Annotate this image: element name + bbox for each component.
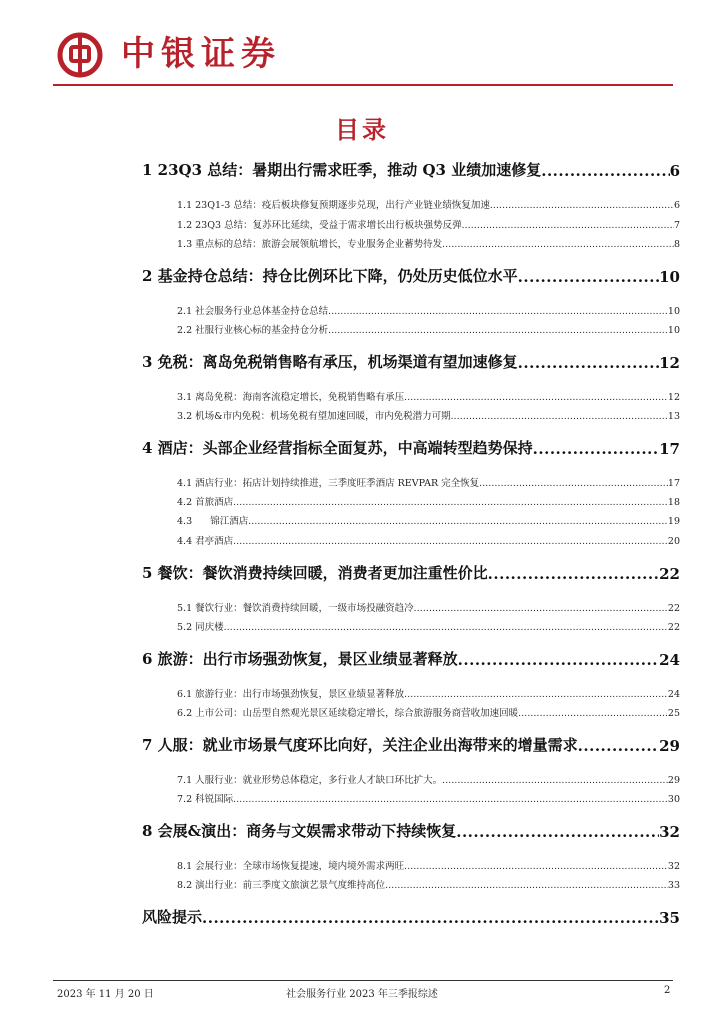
toc-title: 目录	[335, 116, 389, 144]
toc-section-5[interactable]	[142, 563, 680, 583]
toc-page: 18	[667, 497, 680, 508]
toc-page: 6	[673, 200, 680, 211]
toc-leader	[533, 440, 659, 458]
toc-page: 24	[667, 689, 680, 700]
toc-leader	[233, 795, 668, 805]
toc-label: 4.1 酒店行业：拓店计划持续推进，三季度旺季酒店 REVPAR 完全恢复	[177, 478, 480, 489]
toc-page: 33	[667, 880, 680, 891]
brand-name: 中银证券	[121, 34, 281, 74]
footer-divider	[53, 980, 673, 981]
toc-page: 35	[659, 909, 680, 927]
toc-leader	[442, 776, 668, 786]
toc-section-2[interactable]	[142, 266, 680, 286]
toc-page: 6	[669, 162, 680, 180]
toc-label: 3 免税：离岛免税销售略有承压，机场渠道有望加速修复	[142, 353, 518, 371]
toc-item-2-1[interactable]	[177, 303, 680, 317]
toc-leader	[328, 326, 668, 336]
toc-page: 8	[673, 239, 680, 250]
toc-item-1-1[interactable]	[177, 197, 680, 211]
toc-page: 22	[667, 622, 680, 633]
toc-item-1-2[interactable]	[177, 217, 680, 231]
toc-item-7-2[interactable]	[177, 791, 680, 805]
toc-label: 8.1 会展行业：全球市场恢复提速，境内境外需求两旺	[177, 861, 405, 872]
toc-leader	[442, 240, 674, 250]
toc-page: 10	[667, 325, 680, 336]
toc-leader	[541, 162, 669, 180]
toc-leader	[479, 479, 668, 489]
toc-leader	[518, 268, 659, 286]
toc-leader	[404, 690, 668, 700]
toc-item-3-1[interactable]	[177, 389, 680, 403]
toc-section-8[interactable]	[142, 821, 680, 841]
toc-page: 19	[667, 516, 680, 527]
toc-leader	[248, 517, 668, 527]
bank-of-china-logo-icon	[57, 32, 103, 78]
toc-leader	[451, 412, 668, 422]
toc-leader	[490, 201, 674, 211]
toc-leader	[456, 823, 659, 841]
toc-leader	[578, 737, 659, 755]
toc-leader	[518, 709, 668, 719]
toc-leader	[202, 909, 659, 927]
toc-page: 20	[667, 536, 680, 547]
toc-label: 7 人服：就业市场景气度环比向好，关注企业出海带来的增量需求	[142, 736, 578, 754]
toc-label: 2 基金持仓总结：持仓比例环比下降，仍处历史低位水平	[142, 267, 518, 285]
toc-label: 5 餐饮：餐饮消费持续回暖，消费者更加注重性价比	[142, 564, 488, 582]
toc-label: 3.1 离岛免税：海南客流稳定增长，免税销售略有承压	[177, 392, 405, 403]
toc-page: 22	[659, 565, 680, 583]
toc-label: 1.3 重点标的总结：旅游会展领航增长，专业服务企业蓄势待发	[177, 239, 443, 250]
footer-report-title: 社会服务行业 2023 年三季报综述	[286, 989, 438, 1000]
toc-section-6[interactable]	[142, 649, 680, 669]
toc-label: 2.1 社会服务行业总体基金持仓总结	[177, 306, 329, 317]
toc-page: 32	[667, 861, 680, 872]
toc-page: 13	[667, 411, 680, 422]
toc-label: 5.2 同庆楼	[177, 622, 224, 633]
toc-item-6-1[interactable]	[177, 686, 680, 700]
toc-page: 25	[667, 708, 680, 719]
toc-label: 5.1 餐饮行业：餐饮消费持续回暖，一级市场投融资趋冷	[177, 603, 414, 614]
toc-item-5-1[interactable]	[177, 600, 680, 614]
toc-page: 24	[659, 651, 680, 669]
toc-leader	[404, 393, 668, 403]
toc-leader	[328, 307, 668, 317]
footer-date: 2023 年 11 月 20 日	[57, 989, 154, 1000]
toc-leader	[414, 604, 668, 614]
toc-page: 10	[659, 268, 680, 286]
toc-label: 1.1 23Q1-3 总结：疫后板块修复预期逐步兑现，出行产业链业绩恢复加速	[177, 200, 490, 211]
toc-leader	[462, 221, 674, 231]
toc-label: 6.1 旅游行业：出行市场强劲恢复，景区业绩显著释放	[177, 689, 405, 700]
toc-page: 29	[659, 737, 680, 755]
toc-label: 风险提示	[142, 908, 203, 926]
page-header	[53, 30, 673, 80]
toc-item-4-2[interactable]	[177, 494, 680, 508]
toc-leader	[233, 537, 668, 547]
toc-leader	[458, 651, 659, 669]
toc-leader	[385, 881, 668, 891]
toc-section-7[interactable]	[142, 735, 680, 755]
toc-item-4-4[interactable]	[177, 533, 680, 547]
toc-leader	[518, 354, 659, 372]
toc-item-7-1[interactable]	[177, 772, 680, 786]
toc-item-5-2[interactable]	[177, 619, 680, 633]
toc-item-4-3[interactable]	[177, 513, 680, 527]
toc-page: 32	[659, 823, 680, 841]
toc-page: 10	[667, 306, 680, 317]
toc-section-3[interactable]	[142, 352, 680, 372]
toc-section-4[interactable]	[142, 438, 680, 458]
toc-label: 8.2 演出行业：前三季度文旅演艺景气度维持高位	[177, 880, 386, 891]
toc-page: 17	[659, 440, 680, 458]
toc-leader	[404, 862, 668, 872]
toc-label: 6.2 上市公司：山岳型自然观光景区延续稳定增长，综合旅游服务商营收加速回暖	[177, 708, 519, 719]
toc-label: 4 酒店：头部企业经营指标全面复苏，中高端转型趋势保持	[142, 439, 533, 457]
header-divider	[53, 84, 673, 86]
toc-page: 17	[667, 478, 680, 489]
toc-section-1[interactable]	[142, 160, 680, 180]
toc-page: 12	[659, 354, 680, 372]
toc-item-8-2[interactable]	[177, 877, 680, 891]
toc-item-8-1[interactable]	[177, 858, 680, 872]
toc-item-3-2[interactable]	[177, 408, 680, 422]
toc-label: 4.4 君亭酒店	[177, 536, 234, 547]
toc-label: 7.1 人服行业：就业形势总体稳定，多行业人才缺口环比扩大。	[177, 775, 443, 786]
toc-label: 1.2 23Q3 总结：复苏环比延续，受益于需求增长出行板块强势反弹	[177, 220, 462, 231]
toc-label: 3.2 机场&市内免税：机场免税有望加速回暖，市内免税潜力可期	[177, 411, 451, 422]
toc-label: 2.2 社服行业核心标的基金持仓分析	[177, 325, 329, 336]
toc-label: 4.2 首旅酒店	[177, 497, 234, 508]
toc-item-4-1[interactable]	[177, 475, 680, 489]
toc-label: 1 23Q3 总结：暑期出行需求旺季，推动 Q3 业绩加速修复	[142, 161, 542, 179]
toc-leader	[224, 623, 668, 633]
toc-item-1-3[interactable]	[177, 236, 680, 250]
toc-page: 30	[667, 794, 680, 805]
toc-leader	[233, 498, 668, 508]
footer-page-number: 2	[664, 985, 671, 996]
toc-item-2-2[interactable]	[177, 322, 680, 336]
toc-page: 22	[667, 603, 680, 614]
toc-label: 4.3 锦江酒店	[177, 516, 249, 527]
toc-label: 8 会展&演出：商务与文娱需求带动下持续恢复	[142, 822, 457, 840]
toc-item-6-2[interactable]	[177, 705, 680, 719]
toc-leader	[488, 565, 659, 583]
toc-label: 7.2 科锐国际	[177, 794, 234, 805]
toc-page: 7	[673, 220, 680, 231]
toc-label: 6 旅游：出行市场强劲恢复，景区业绩显著释放	[142, 650, 458, 668]
toc-page: 12	[667, 392, 680, 403]
toc-page: 29	[667, 775, 680, 786]
toc-section-risk[interactable]	[142, 907, 680, 927]
